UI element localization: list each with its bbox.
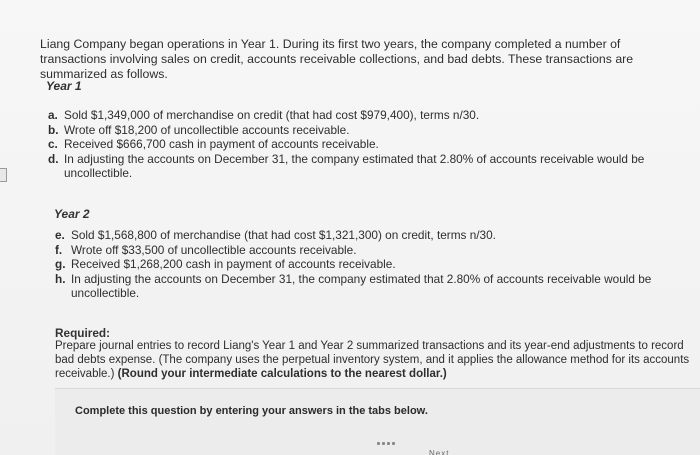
item-text: Wrote off $18,200 of uncollectible accounts receivable. [64,122,350,137]
list-item [48,137,668,152]
item-text: In adjusting the accounts on December 31, the company estimated that 2.80% of accounts receivable would be uncollectible. [64,151,645,180]
year2-heading: Year 2 [54,207,90,221]
item-text: Sold $1,349,000 of merchandise on credit (that had cost $979,400), terms n/30. [64,108,480,122]
panel-instruction: Complete this question by entering your answers in the tabs below. [75,405,428,417]
rounding-note: (Round your intermediate calculations to the nearest dollar.) [117,368,447,380]
next-tab-button[interactable]: Next [429,449,450,455]
list-item [55,272,675,301]
item-text: In adjusting the accounts on December 31, the company estimated that 2.80% of accounts receivable would be uncollectible. [71,271,652,300]
required-instructions [55,339,695,381]
item-text: Received $1,268,200 cash in payment of accounts receivable. [71,257,396,271]
item-letter: h. [55,271,66,286]
required-heading: Required: [55,326,111,340]
item-text: Wrote off $33,500 of uncollectible accounts receivable. [71,242,357,257]
list-item [55,228,675,243]
item-letter: g. [55,257,66,271]
item-text: Sold $1,568,800 of merchandise (that had cost $1,321,300) on credit, terms n/30. [71,228,496,242]
year1-transactions [48,108,668,181]
item-letter: b. [48,122,59,137]
item-letter: d. [48,151,59,166]
left-edge-handle[interactable] [0,168,7,182]
item-letter: c. [48,137,58,151]
problem-intro: Liang Company began operations in Year 1. During its first two years, the company completed a number of transactions involving sales on credit, accounts receivable collections, and bad debts. These transactions are summarized as follows. [40,37,634,81]
item-letter: e. [55,228,65,242]
list-item [48,123,668,138]
list-item [48,152,668,181]
required-body: Prepare journal entries to record Liang's Year 1 and Year 2 summarized transactions and its year-end adjustments to record bad debts expense. (The company uses the perpetual inventory system, and it applies the allowance method for its accounts receivable.) [55,340,690,380]
year1-heading: Year 1 [46,79,82,93]
item-letter: f. [55,242,63,257]
list-item [55,257,675,272]
list-item [48,108,668,123]
year2-transactions [55,228,675,301]
tab-indicator-icon[interactable] [377,442,395,448]
answer-panel [55,388,700,455]
list-item [55,243,675,258]
item-text: Received $666,700 cash in payment of accounts receivable. [64,137,379,151]
item-letter: a. [48,108,58,122]
